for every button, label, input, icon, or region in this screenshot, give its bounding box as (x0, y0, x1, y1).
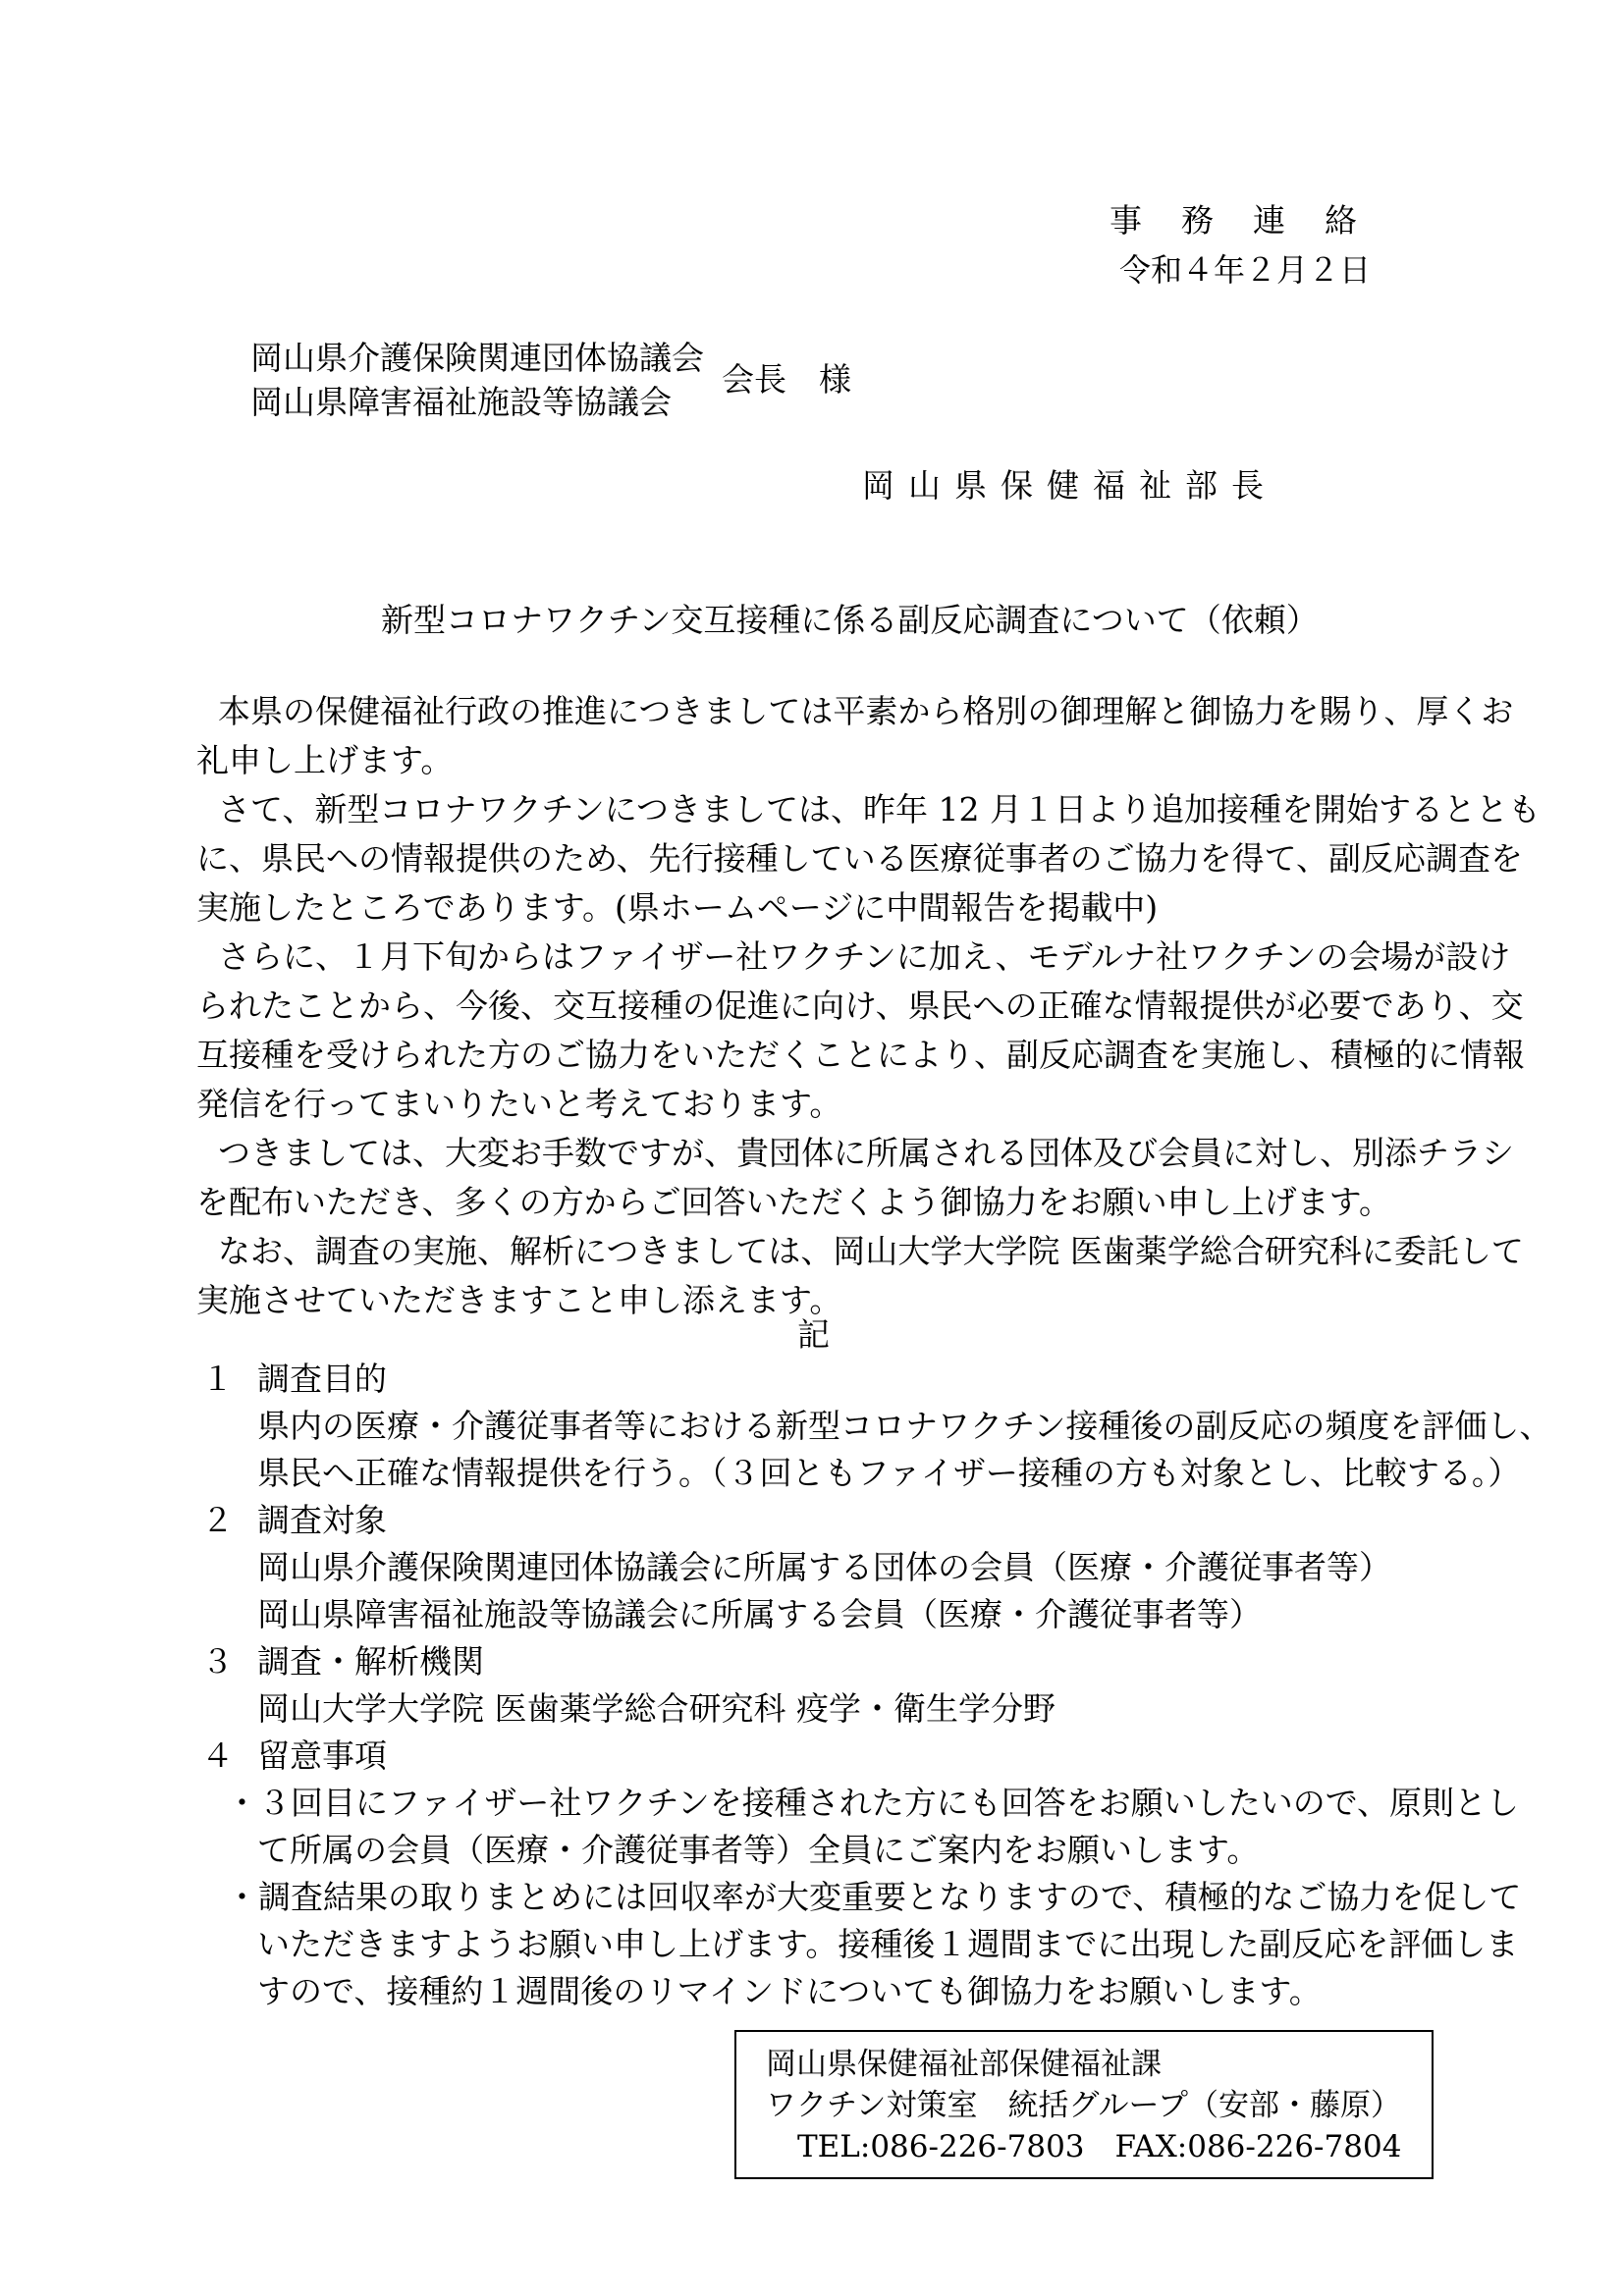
body-line: 実施したところであります。(県ホームページに中間報告を掲載中) (196, 888, 1159, 927)
section-4-number: ４ (201, 1736, 234, 1775)
section-2-line: 岡山県介護保険関連団体協議会に所属する団体の会員（医療・介護従事者等） (257, 1548, 1391, 1586)
section-1-line: 県民へ正確な情報提供を行う。（３回ともファイザー接種の方も対象とし、比較する。） (257, 1454, 1521, 1492)
body-line: 実施させていただきますこと申し添えます。 (196, 1281, 842, 1319)
section-3-line: 岡山大学大学院 医歯薬学総合研究科 疫学・衛生学分野 (257, 1689, 1056, 1728)
body-paragraph-1 (196, 687, 1514, 785)
section-3-number: ３ (201, 1642, 234, 1681)
bullet-2-line: すので、接種約１週間後のリマインドについても御協力をお願いします。 (257, 1972, 1322, 2010)
document-title: 新型コロナワクチン交互接種に係る副反応調査について（依頼） (381, 601, 1319, 639)
bullet-1-line: ・３回目にファイザー社ワクチンを接種された方にも回答をお願いしたいので、原則とし (226, 1784, 1520, 1822)
body-line: られたことから、今後、交互接種の促進に向け、県民への正確な情報提供が必要であり、交 (196, 987, 1524, 1025)
body-line: 互接種を受けられた方のご協力をいただくことにより、副反応調査を実施し、積極的に情報 (196, 1036, 1525, 1074)
document-date: 令和４年２月２日 (1119, 251, 1372, 289)
body-line: さらに、１月下旬からはファイザー社ワクチンに加え、モデルナ社ワクチンの会場が設け (218, 937, 1511, 976)
body-line: さて、新型コロナワクチンにつきましては、昨年 12 月１日より追加接種を開始するととも (218, 790, 1542, 828)
section-1-line: 県内の医療・介護従事者等における新型コロナワクチン接種後の副反応の頻度を評価し、 (257, 1407, 1552, 1445)
body-paragraph-3 (196, 933, 1525, 1129)
ki-heading: 記 (797, 1315, 830, 1354)
bullet-2-line: いただきますようお願い申し上げます。接種後１週間までに出現した副反応を評価しま (257, 1925, 1519, 1963)
document-type: 事務連絡 (1110, 201, 1396, 240)
contact-box (734, 2030, 1434, 2179)
section-1-number: １ (201, 1360, 234, 1398)
contact-group: ワクチン対策室 統括グループ（安部・藤原） (766, 2088, 1401, 2123)
contact-department: 岡山県保健福祉部保健福祉課 (766, 2047, 1162, 2082)
contact-phone-fax: TEL:086-226-7803 FAX:086-226-7804 (797, 2129, 1402, 2164)
body-paragraph-4 (196, 1129, 1514, 1227)
section-1-heading: 調査目的 (257, 1360, 387, 1398)
bullet-2-line: ・調査結果の取りまとめには回収率が大変重要となりますので、積極的なご協力を促して (226, 1878, 1522, 1916)
addressee-org-2: 岡山県障害福祉施設等協議会 (250, 383, 672, 421)
addressee-org-1: 岡山県介護保険関連団体協議会 (250, 339, 704, 377)
section-2-number: ２ (201, 1501, 234, 1539)
body-line: を配布いただき、多くの方からご回答いただくよう御協力をお願い申し上げます。 (196, 1183, 1392, 1221)
section-3-heading: 調査・解析機関 (257, 1642, 484, 1681)
body-line: に、県民への情報提供のため、先行接種している医療従事者のご協力を得て、副反応調査を (196, 839, 1524, 878)
body-paragraph-2 (196, 785, 1542, 933)
section-2-heading: 調査対象 (257, 1501, 387, 1539)
section-4-heading: 留意事項 (257, 1736, 387, 1775)
body-line: なお、調査の実施、解析につきましては、岡山大学大学院 医歯薬学総合研究科に委託して (218, 1232, 1524, 1270)
addressee-honorific: 会長 様 (722, 360, 851, 399)
body-line: 発信を行ってまいりたいと考えております。 (196, 1085, 842, 1123)
sender: 岡山県保健福祉部長 (862, 466, 1277, 505)
body-line: 礼申し上げます。 (196, 741, 454, 779)
body-line: つきましては、大変お手数ですが、貴団体に所属される団体及び会員に対し、別添チラシ (218, 1134, 1514, 1172)
bullet-1-line: て所属の会員（医療・介護従事者等）全員にご案内をお願いします。 (257, 1831, 1260, 1869)
body-line: 本県の保健福祉行政の推進につきましては平素から格別の御理解と御協力を賜り、厚くお (218, 692, 1514, 730)
section-2-line: 岡山県障害福祉施設等協議会に所属する会員（医療・介護従事者等） (257, 1595, 1262, 1633)
